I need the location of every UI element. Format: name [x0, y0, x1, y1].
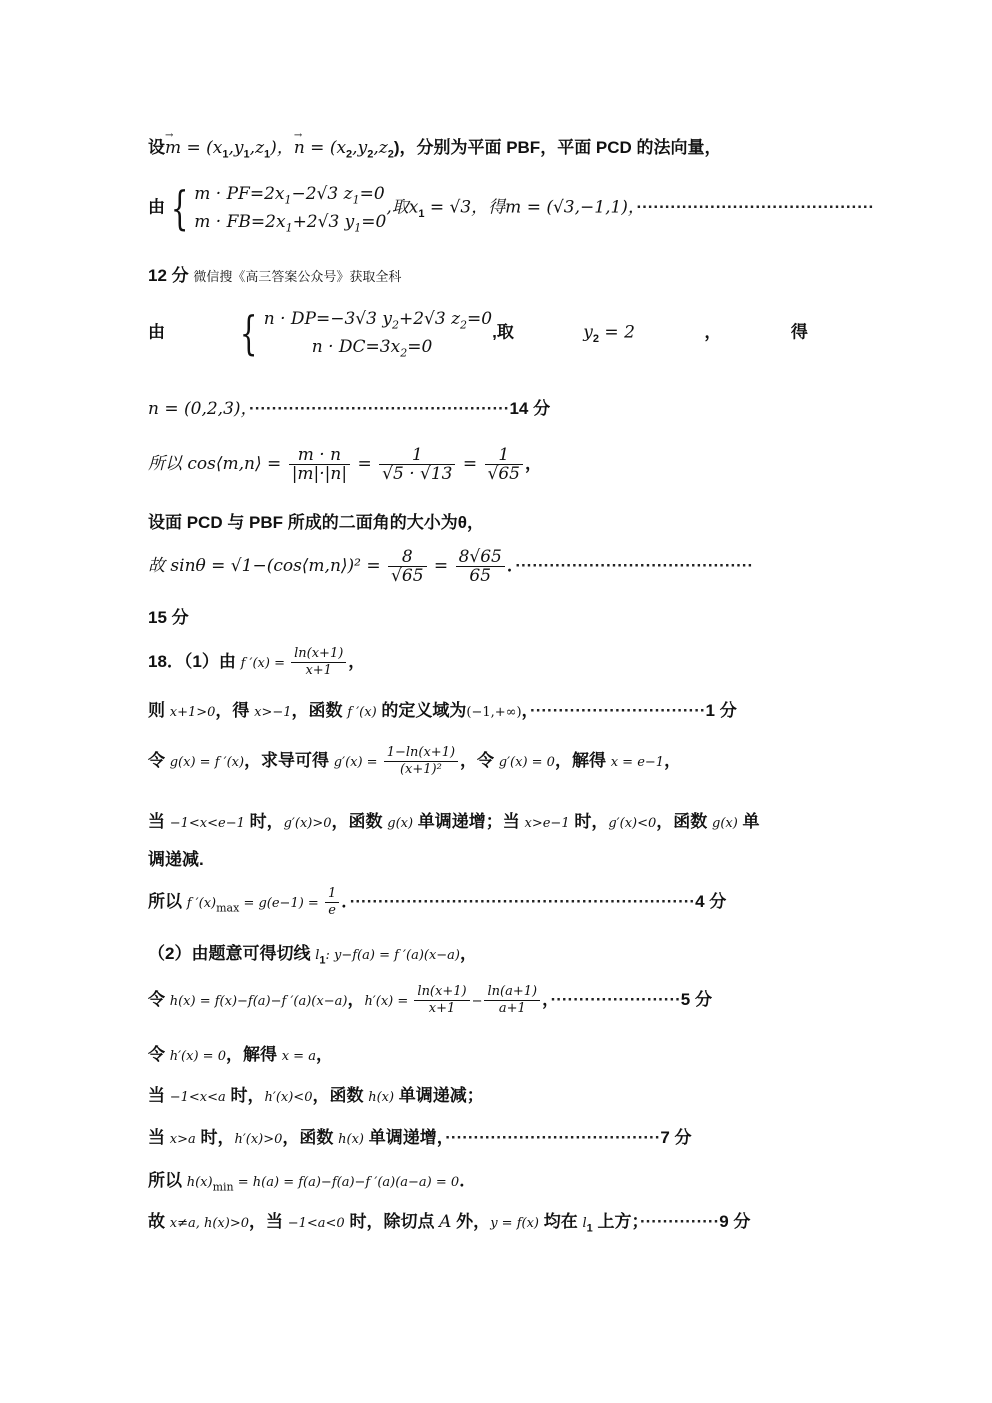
text: 时，: [244, 812, 284, 831]
line-derivative-g: [148, 745, 848, 787]
math: h(x): [186, 1175, 213, 1190]
score: 9 分: [719, 1212, 751, 1231]
vector-n: → n: [294, 138, 305, 158]
line-normal-vectors: [148, 137, 848, 159]
point-A: A: [439, 1212, 452, 1232]
line-conclusion: [148, 1211, 848, 1235]
line-dihedral: [148, 512, 848, 534]
math: g′(x) =: [333, 754, 382, 770]
line-system-m: 由 { $m \cdot PF=2x_1-2√3$ $z_1=0$ $m \cdot FB=2x_1+2√3$ $y_1=0$ ,取$x_1 = √3$，得m = (√3,−1,1)，··········································: [148, 181, 875, 235]
line-h-decreasing: [148, 1085, 848, 1109]
line-decreasing: [148, 849, 848, 871]
text: 当: [148, 812, 170, 831]
math: x = a: [281, 1049, 316, 1064]
line-score-12: [148, 265, 848, 289]
math: n = (0,2,3)，: [148, 399, 250, 419]
subscript: 1: [319, 954, 326, 967]
math: +2√3 z: [398, 309, 461, 329]
math: y: [583, 322, 593, 343]
text: ，: [542, 989, 551, 1009]
score: 7 分: [660, 1128, 692, 1147]
math: x>e−1: [524, 816, 570, 831]
subscript: 1: [222, 148, 229, 161]
text: 的定义域为: [376, 701, 467, 720]
math: =: [352, 453, 378, 474]
text: ，当: [249, 1212, 288, 1231]
text: 外，: [451, 1212, 491, 1231]
leader-dots: ··········································: [515, 555, 754, 575]
text: 时，: [569, 812, 609, 831]
text: 令: [148, 989, 170, 1009]
text: ，: [348, 651, 366, 671]
line-h-increasing: [148, 1127, 848, 1151]
text: 设面 PCD 与 PBF 所成的二面角的大小为θ，: [148, 513, 484, 532]
text: ，得: [215, 701, 255, 720]
watermark-note: 微信搜《高三答案公众号》获取全科: [193, 270, 402, 285]
text: ．: [459, 1171, 477, 1190]
score: 12 分: [148, 266, 189, 285]
equation-row: $n \cdot DC=3x_2=0$: [311, 337, 433, 360]
text: 所以: [148, 891, 187, 911]
numerator: 1: [485, 446, 523, 465]
numerator: ln(x+1): [414, 984, 469, 1001]
denominator: √65: [391, 566, 424, 586]
math: ,z: [373, 138, 388, 158]
line-score-15: [148, 607, 848, 629]
math: x>a: [169, 1132, 196, 1147]
line-h-function: [148, 984, 848, 1026]
math: h(x): [338, 1132, 365, 1147]
math: ,y: [352, 138, 368, 158]
math: ,y: [228, 138, 244, 158]
numerator: 1: [325, 886, 339, 903]
math: g′(x)<0: [608, 816, 657, 831]
numerator: 8: [388, 548, 426, 567]
equation-row: $m \cdot FB=2x_1+2√3$ $y_1=0$: [194, 212, 387, 235]
leader-dots: ······································: [445, 1128, 661, 1147]
text: ，解得: [225, 1045, 282, 1064]
denominator: √5 · √13: [382, 464, 453, 484]
math: −2√3 z: [291, 184, 353, 204]
math: l: [582, 1216, 587, 1231]
equation-row: $m \cdot PF=2x_1-2√3$ $z_1=0$: [194, 184, 385, 207]
line-system-n: 由 { n · DP=−3√3 $y_2+2√3$ $z_2=0$ $n \cdot DC=3x_2=0$ ,取 $y_2 = 2$ ， 得: [148, 306, 808, 360]
subscript: 1: [264, 148, 271, 161]
math: 故 sinθ = √1−(cos⟨m,n⟩)² =: [148, 555, 387, 576]
text: （2）由题意可得切线: [148, 944, 316, 963]
fraction: [484, 984, 540, 1017]
text: ．: [506, 555, 516, 575]
math: (−1,+∞): [466, 705, 522, 720]
math: n · DC=3x: [311, 337, 401, 357]
numerator: 8√65: [456, 548, 505, 567]
text: )，分别为平面 PBF，平面 PCD 的法向量，: [393, 138, 722, 157]
subscript: min: [212, 1180, 234, 1194]
subscript: 2: [346, 148, 353, 161]
math: = (x: [304, 138, 347, 158]
line-max: [148, 886, 848, 926]
math: =: [457, 453, 483, 474]
fraction: [379, 446, 455, 483]
math: = (x: [181, 138, 223, 158]
text: 时，: [195, 1128, 235, 1147]
text: 单调递减；: [394, 1086, 484, 1105]
math: f ′(x): [347, 705, 377, 720]
math: : y−f(a) = f ′(a)(x−a): [325, 948, 461, 963]
text: 单调递增；当: [413, 812, 525, 831]
text: 18．（1）由: [148, 651, 241, 671]
math: h(x) = f(x)−f(a)−f ′(a)(x−a): [169, 993, 348, 1009]
fraction: [388, 548, 426, 585]
vector-m: → m: [165, 138, 181, 158]
subscript: max: [216, 901, 240, 915]
text: 均在: [538, 1212, 583, 1231]
text: 令: [148, 750, 170, 770]
text: ，: [525, 453, 542, 473]
math: y = f(x): [490, 1216, 539, 1231]
text: 由: [148, 197, 165, 217]
text: ，: [460, 944, 478, 963]
text: 时，除切点: [344, 1212, 440, 1231]
math: g(x) = f ′(x): [169, 754, 245, 770]
text: 得: [790, 322, 808, 342]
math: h′(x) = 0: [169, 1049, 226, 1064]
math: −: [471, 993, 483, 1009]
subscript: 2: [387, 148, 394, 161]
text: ．: [341, 891, 350, 911]
fraction: [485, 446, 523, 483]
fraction: [325, 886, 339, 919]
text: ，: [521, 701, 531, 720]
text: ，: [664, 750, 682, 770]
math: g′(x) = 0: [498, 754, 555, 770]
math: =0: [361, 212, 387, 232]
math: h′(x)>0: [234, 1132, 283, 1147]
math: g(x): [387, 816, 414, 831]
leader-dots: ··········································: [636, 197, 875, 217]
math: m · PF=2x: [194, 184, 285, 204]
score: 5 分: [680, 989, 712, 1009]
math: l: [315, 948, 320, 963]
line-solve-h: [148, 1044, 848, 1068]
line-q18-part1: [148, 646, 848, 684]
text: ，: [704, 322, 722, 342]
line-cosine: [148, 446, 848, 494]
text: 单调递增，: [364, 1128, 446, 1147]
math: x>−1: [254, 705, 292, 720]
score: 1 分: [705, 701, 737, 720]
score: 4 分: [695, 891, 727, 911]
math: h′(x)<0: [264, 1090, 313, 1105]
math: = √3，得m = (√3,−1,1)，: [424, 197, 637, 218]
denominator: (x+1)²: [399, 762, 442, 777]
math: n · DP=−3√3 y: [263, 309, 392, 329]
fraction: [456, 548, 505, 585]
math: ,z: [249, 138, 265, 158]
math: =: [428, 555, 454, 576]
math: h′(x) =: [364, 993, 413, 1009]
line-tangent: [148, 943, 848, 967]
line-domain: [148, 700, 848, 724]
text: ，函数: [656, 812, 712, 831]
text: 时，: [225, 1086, 265, 1105]
leader-dots: ··············································: [249, 399, 510, 418]
numerator: 1−ln(x+1): [384, 745, 458, 762]
text: 所以: [148, 1171, 187, 1190]
line-h-min: [148, 1170, 848, 1194]
text: ，函数: [291, 701, 348, 720]
leader-dots: ·····························································: [349, 891, 696, 911]
numerator: 1: [379, 446, 455, 465]
line-sine: [148, 548, 848, 596]
text: 单: [737, 812, 760, 831]
math: m · FB=2x: [194, 212, 286, 232]
denominator: a+1: [498, 1001, 526, 1016]
brace: {: [240, 306, 258, 360]
text: 调递减.: [148, 850, 204, 869]
math: g′(x)>0: [283, 816, 332, 831]
fraction: [414, 984, 469, 1017]
fraction: [291, 646, 346, 679]
denominator: |m|·|n|: [291, 464, 348, 484]
subscript: 1: [586, 1222, 593, 1235]
math: −1<x<e−1: [169, 816, 245, 831]
text: 由: [148, 322, 165, 342]
text: 故: [148, 1212, 170, 1231]
leader-dots: ··············: [639, 1212, 720, 1231]
math: =0: [359, 184, 385, 204]
math: g(x): [712, 816, 738, 831]
math: =0: [407, 337, 433, 357]
text: 当: [148, 1086, 170, 1105]
math: f ′(x) =: [240, 655, 290, 671]
brace: {: [170, 181, 189, 235]
text: 上方；: [592, 1212, 640, 1231]
subscript: 1: [243, 148, 250, 161]
text: ，令: [460, 750, 499, 770]
text: ，函数: [331, 812, 388, 831]
equation-row: n · DP=−3√3 $y_2+2√3$ $z_2=0$: [263, 309, 493, 332]
denominator: x+1: [428, 1001, 456, 1016]
math: 所以 cos⟨m,n⟩ =: [148, 453, 287, 474]
subscript: 2: [367, 148, 374, 161]
text: 当: [148, 1128, 170, 1147]
text: ，解得: [554, 750, 611, 770]
line-n-value: [148, 398, 848, 420]
text: ，: [315, 1045, 333, 1064]
math: −1<a<0: [287, 1216, 345, 1231]
text: 令: [148, 1045, 170, 1064]
math: f ′(x): [186, 895, 217, 911]
denominator: √65: [487, 464, 520, 484]
math: )，: [270, 138, 294, 158]
math: =0: [467, 309, 493, 329]
denominator: 65: [469, 566, 492, 586]
text: ,取: [492, 322, 514, 342]
math: = g(e−1) =: [239, 895, 323, 911]
math: ,取x: [386, 197, 419, 218]
fraction: [289, 446, 350, 483]
text: ，: [347, 989, 365, 1009]
numerator: m · n: [289, 446, 350, 465]
math: = 2: [599, 322, 635, 343]
math: x = e−1: [610, 754, 665, 770]
text: 设: [148, 138, 165, 157]
leader-dots: ·······························: [530, 701, 706, 720]
numerator: ln(a+1): [484, 984, 540, 1001]
leader-dots: ·······················: [550, 989, 681, 1009]
equation-system: [194, 180, 386, 236]
text: ，求导可得: [244, 750, 334, 770]
denominator: x+1: [305, 663, 332, 678]
math: +2√3 y: [292, 212, 355, 232]
line-monotonic-g: [148, 811, 848, 835]
math: x≠a, h(x)>0: [169, 1216, 249, 1231]
math: x+1>0: [169, 705, 216, 720]
math: −1<x<a: [169, 1090, 226, 1105]
numerator: ln(x+1): [291, 646, 346, 663]
text: ，函数: [282, 1128, 339, 1147]
score: 14 分: [509, 399, 551, 418]
text: 则: [148, 701, 170, 720]
equation-system: [264, 305, 492, 361]
score: 15 分: [148, 608, 189, 627]
math: h(x): [368, 1090, 395, 1105]
fraction: [384, 745, 458, 778]
math: = h(a) = f(a)−f(a)−f ′(a)(a−a) = 0: [233, 1175, 460, 1190]
text: ，函数: [312, 1086, 369, 1105]
denominator: e: [328, 903, 336, 918]
